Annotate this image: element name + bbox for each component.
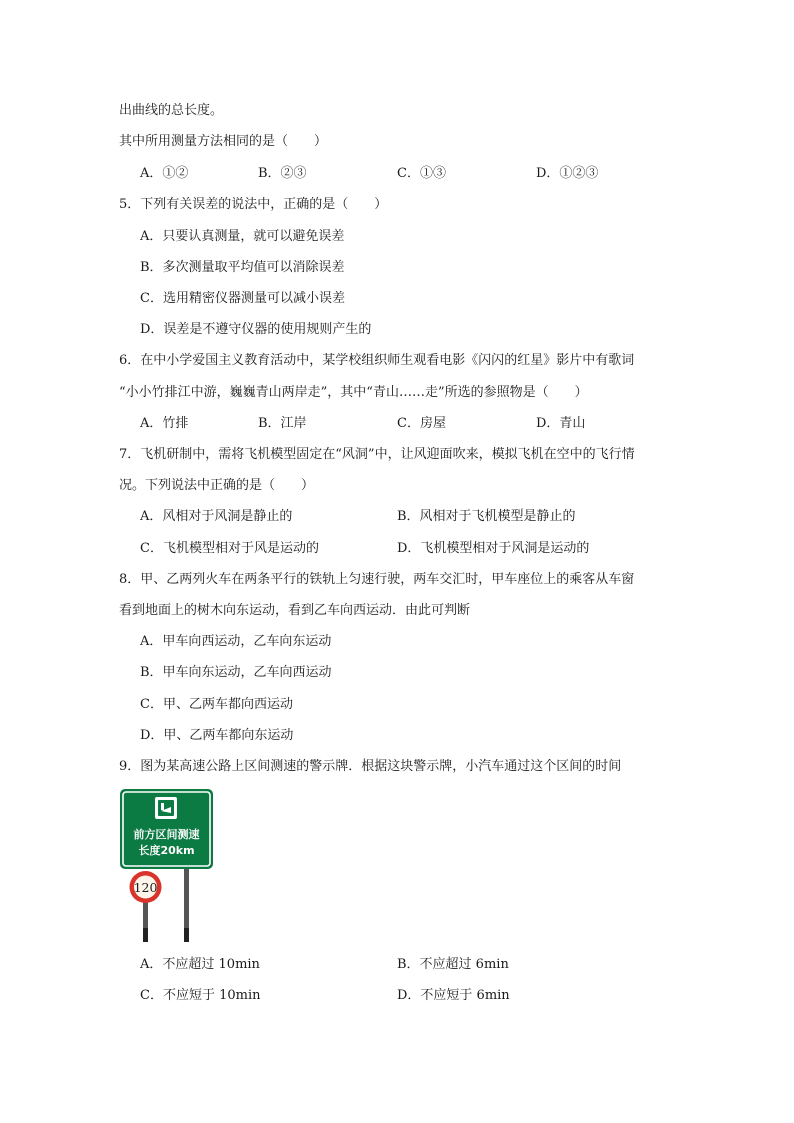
- camera-icon: [158, 800, 174, 816]
- q6-stem-line2: “小小竹排江中游，巍巍青山两岸走”，其中“青山……走”所选的参照物是（ ）: [119, 385, 588, 400]
- q7-stem-line2: 况。下列说法中正确的是（ ）: [119, 478, 315, 493]
- speed-zone-sign-figure: [119, 788, 214, 943]
- q7-stem-line1: 7．飞机研制中，需将飞机模型固定在“风洞”中，让风迎面吹来，模拟飞机在空中的飞行情: [119, 447, 635, 462]
- q6-option-a: A．竹排: [140, 416, 189, 431]
- q5-stem: 5．下列有关误差的说法中，正确的是（ ）: [119, 197, 388, 212]
- q6-option-c: C．房屋: [397, 416, 446, 431]
- q8-option-b: B．甲车向东运动，乙车向西运动: [140, 665, 332, 680]
- q8-option-a: A．甲车向西运动，乙车向东运动: [140, 634, 332, 649]
- sign-text-line1: 前方区间测速: [133, 828, 200, 841]
- q9-option-c: C．不应短于 10min: [140, 988, 261, 1003]
- speed-limit-value: 120: [133, 880, 158, 895]
- q5-option-a: A．只要认真测量，就可以避免误差: [140, 229, 345, 244]
- q6-stem-line1: 6．在中小学爱国主义教育活动中，某学校组织师生观看电影《闪闪的红星》影片中有歌词: [119, 353, 635, 368]
- q9-option-d: D．不应短于 6min: [397, 988, 510, 1003]
- camera-mount-icon: [161, 803, 164, 810]
- prev-question-stem: 其中所用测量方法相同的是（ ）: [119, 134, 328, 149]
- sign-text-line2: 长度20km: [138, 844, 195, 857]
- q8-option-c: C．甲、乙两车都向西运动: [140, 697, 293, 712]
- sign-pole-left-base: [143, 928, 148, 942]
- q9-stem: 9．图为某高速公路上区间测速的警示牌．根据这块警示牌，小汽车通过这个区间的时间: [119, 759, 622, 774]
- prev-option-b: B．②③: [258, 166, 307, 181]
- q5-option-d: D．误差是不遵守仪器的使用规则产生的: [140, 322, 372, 337]
- q9-option-b: B．不应超过 6min: [397, 957, 509, 972]
- q5-option-c: C．选用精密仪器测量可以减小误差: [140, 291, 345, 306]
- q8-option-d: D．甲、乙两车都向东运动: [140, 728, 294, 743]
- q7-option-c: C．飞机模型相对于风是运动的: [140, 541, 319, 556]
- q7-option-a: A．风相对于风洞是静止的: [140, 509, 293, 524]
- prev-question-tail: 出曲线的总长度。: [119, 103, 224, 118]
- prev-option-c: C．①③: [397, 166, 446, 181]
- prev-option-a: A．①②: [140, 166, 189, 181]
- prev-option-d: D．①②③: [536, 166, 599, 181]
- q8-stem-line1: 8．甲、乙两列火车在两条平行的铁轨上匀速行驶，两车交汇时，甲车座位上的乘客从车窗: [119, 572, 635, 587]
- sign-pole-right-base: [184, 928, 189, 942]
- q6-option-b: B．江岸: [258, 416, 307, 431]
- q6-option-d: D．青山: [536, 416, 586, 431]
- q5-option-b: B．多次测量取平均值可以消除误差: [140, 260, 345, 275]
- q8-stem-line2: 看到地面上的树木向东运动，看到乙车向西运动．由此可判断: [119, 603, 471, 618]
- q7-option-b: B．风相对于飞机模型是静止的: [397, 509, 576, 524]
- q7-option-d: D．飞机模型相对于风洞是运动的: [397, 541, 590, 556]
- q9-option-a: A．不应超过 10min: [140, 957, 260, 972]
